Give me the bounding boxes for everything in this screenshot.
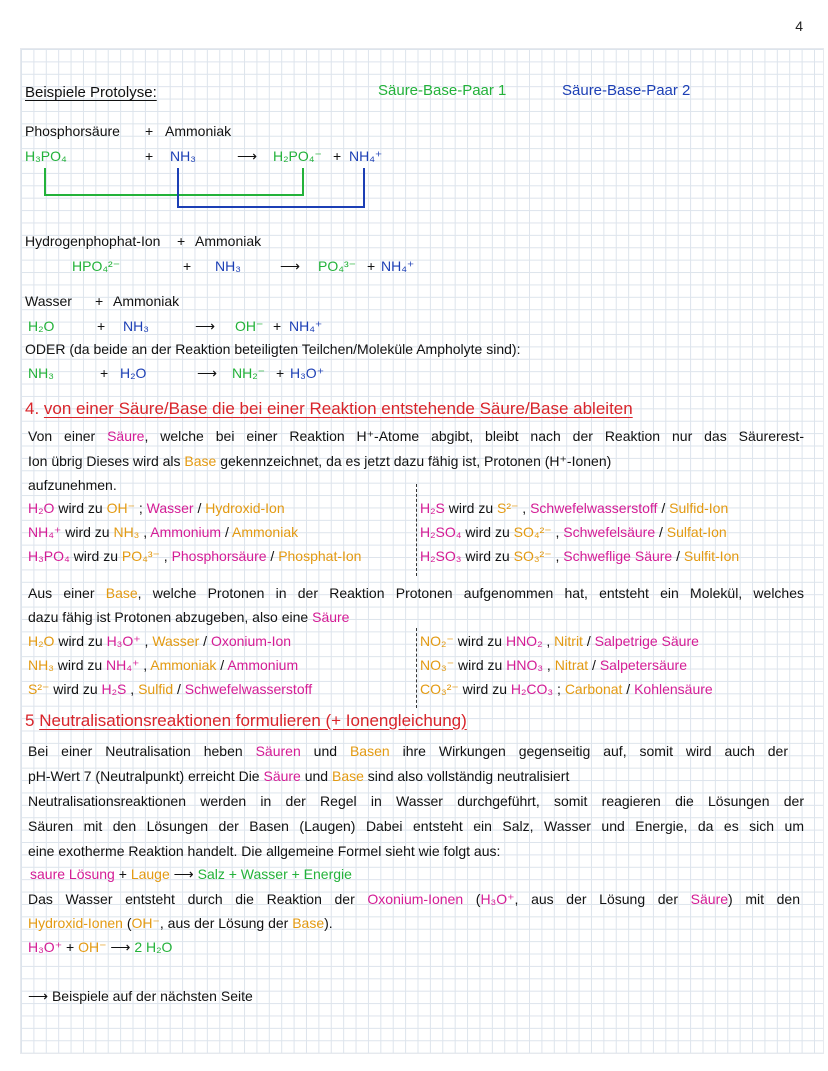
text-segment: Ammoniak	[231, 524, 299, 540]
reaction-2-equation	[72, 257, 472, 275]
paragraph-line	[28, 584, 804, 602]
text-segment: Base	[292, 915, 325, 931]
text-segment: NH₃	[113, 524, 140, 540]
text-segment: ,	[139, 524, 151, 540]
text-segment: wird zu	[53, 657, 107, 673]
arrow-icon: ⟶	[195, 318, 216, 334]
text-segment: Säure-Base-Paar 2	[562, 82, 691, 99]
text-segment: NH₃	[28, 365, 54, 381]
text-segment: Sulfid-Ion	[669, 500, 729, 516]
text-segment: ;	[553, 681, 565, 697]
paragraph-line	[28, 914, 333, 932]
text-segment: (	[463, 891, 481, 907]
text-segment: +	[97, 318, 106, 334]
section-5-heading	[25, 712, 467, 730]
paragraph-line	[28, 452, 611, 470]
text-segment: OH⁻	[106, 500, 135, 516]
text-segment: NH₄⁺	[106, 657, 140, 673]
text-segment: SO₃²⁻	[513, 548, 552, 564]
text-segment: Kohlensäure	[634, 681, 713, 697]
conversion-row	[28, 523, 298, 541]
text-segment: Base	[105, 585, 138, 601]
reaction-1-names	[25, 122, 425, 140]
reaction-3-equation	[28, 317, 428, 335]
text-segment: saure Lösung	[30, 866, 115, 882]
text-segment: Säure	[690, 891, 729, 907]
text-segment: NH₃	[215, 258, 241, 274]
text-segment: +	[276, 365, 285, 381]
text-segment: NH₃	[28, 657, 54, 673]
text-segment: Beispiele auf der nächsten Seite	[48, 988, 253, 1004]
text-segment: OH⁻	[131, 915, 160, 931]
text-segment: Schwefelsäure	[563, 524, 656, 540]
text-segment: H₃PO₄	[25, 148, 67, 164]
text-segment: wird zu	[453, 633, 506, 649]
text-segment: H₃O⁺	[28, 939, 63, 955]
text-segment: Säure	[263, 768, 301, 784]
text-segment: Hydroxid-Ionen	[28, 915, 123, 931]
paragraph-line	[28, 742, 788, 760]
text-segment: +	[367, 258, 376, 274]
text-segment: Wasser	[152, 633, 200, 649]
text-segment: S²⁻	[497, 500, 519, 516]
text-segment: sind also vollständig neutralisiert	[363, 768, 570, 784]
text-segment: /	[193, 500, 206, 516]
text-segment: Bei einer Neutralisation heben	[28, 743, 256, 759]
paragraph-line	[28, 792, 804, 810]
text-segment: 4.	[25, 399, 44, 418]
text-segment: ,	[543, 657, 555, 673]
text-segment: +	[114, 866, 131, 882]
text-segment: Hydroxid-Ion	[205, 500, 285, 516]
paragraph-line	[28, 427, 804, 445]
text-segment: /	[173, 681, 185, 697]
text-segment: PO₄³⁻	[121, 548, 160, 564]
text-segment: H₂O	[28, 500, 55, 516]
text-segment: NH₄⁺	[28, 524, 62, 540]
text-segment: , welche Protonen in der Reaktion Protonen aufgenommen hat, entsteht ein Molekül, welches	[137, 585, 804, 601]
conversion-row	[28, 632, 291, 650]
text-segment: ,	[139, 657, 151, 673]
text-segment: S²⁻	[28, 681, 50, 697]
text-segment: NH₄⁺	[349, 148, 383, 164]
text-segment: Beispiele Protolyse:	[25, 84, 157, 101]
text-segment: HNO₃	[506, 657, 544, 673]
text-segment: Säure	[107, 428, 145, 444]
text-segment: H₂SO₄	[420, 524, 462, 540]
next-page-note	[28, 987, 253, 1005]
section-title	[25, 84, 157, 102]
conversion-row	[420, 499, 728, 517]
reaction-1-equation	[25, 147, 425, 165]
text-segment: wird zu	[54, 500, 107, 516]
text-segment: 2 H₂O	[134, 939, 173, 955]
text-segment: NH₄⁺	[289, 318, 323, 334]
text-segment: NO₃⁻	[420, 657, 455, 673]
text-segment: /	[221, 524, 232, 540]
text-segment: ,	[551, 548, 564, 564]
section-4-heading	[25, 400, 633, 418]
text-segment: ,	[518, 500, 531, 516]
text-segment: H₃O⁺	[106, 633, 141, 649]
text-segment: Phosphorsäure	[25, 123, 120, 139]
text-segment: /	[655, 524, 667, 540]
text-segment: /	[216, 657, 228, 673]
text-segment: Oxonium-Ionen	[367, 891, 464, 907]
text-segment: wird zu	[69, 548, 122, 564]
text-segment: NO₂⁻	[420, 633, 454, 649]
text-segment: NH₂⁻	[232, 365, 266, 381]
text-segment: wird zu	[61, 524, 114, 540]
text-segment: wird zu	[461, 524, 514, 540]
acid-base-pair-2-bracket	[177, 168, 365, 208]
text-segment: ) mit den	[728, 891, 801, 907]
text-segment: /	[657, 500, 670, 516]
text-segment: Lauge	[130, 866, 170, 882]
text-segment: /	[672, 548, 684, 564]
text-segment: Säure-Base-Paar 1	[378, 82, 507, 99]
text-segment: /	[266, 548, 279, 564]
arrow-icon: ⟶	[237, 148, 258, 164]
text-segment: Sulfat-Ion	[666, 524, 727, 540]
text-segment: Salz + Wasser + Energie	[197, 866, 352, 882]
text-segment: eine exotherme Reaktion handelt. Die allgemeine Formel sieht wie folgt aus:	[28, 843, 501, 859]
arrow-icon: ⟶	[106, 939, 135, 955]
text-segment: Sulfit-Ion	[683, 548, 740, 564]
text-segment: H₃O⁺	[480, 891, 515, 907]
text-segment: +	[145, 123, 154, 139]
text-segment: und	[300, 768, 332, 784]
text-segment: Neutralisationsreaktionen formulieren (+ Ionengleichung)	[39, 711, 467, 730]
text-segment: Carbonat	[564, 681, 623, 697]
text-segment: , welche bei einer Reaktion H⁺-Atome abgibt, bleibt nach der Reaktion nur das Säurerest-	[144, 428, 804, 444]
reaction-4-equation	[28, 364, 428, 382]
text-segment: OH⁻	[235, 318, 264, 334]
text-segment: ,	[126, 681, 139, 697]
text-segment: Ammoniak	[150, 657, 217, 673]
text-segment: /	[588, 657, 600, 673]
text-segment: wird zu	[454, 657, 507, 673]
text-segment: /	[199, 633, 211, 649]
text-segment: Ammoniak	[165, 123, 232, 139]
conversion-row	[420, 523, 727, 541]
text-segment: H₂SO₃	[420, 548, 462, 564]
table-divider-1	[416, 484, 417, 576]
text-segment: Hydrogenphophat-Ion	[25, 233, 161, 249]
text-segment: aufzunehmen.	[28, 477, 117, 493]
text-segment: +	[95, 293, 104, 309]
text-segment: Ammonium	[150, 524, 222, 540]
text-segment: H₃O⁺	[290, 365, 325, 381]
text-segment: Schwefelwasserstoff	[530, 500, 658, 516]
text-segment: Phosphat-Ion	[278, 548, 362, 564]
ion-equation	[28, 938, 172, 956]
paragraph-line	[28, 817, 804, 835]
text-segment: +	[62, 939, 79, 955]
text-segment: ,	[140, 633, 153, 649]
text-segment: , aus der Lösung der	[159, 915, 293, 931]
paragraph-line	[28, 767, 569, 785]
text-segment: Nitrat	[554, 657, 589, 673]
general-formula	[30, 865, 352, 883]
text-segment: Säure	[312, 609, 350, 625]
text-segment: , aus der Lösung der	[514, 891, 691, 907]
text-segment: Basen	[349, 743, 390, 759]
text-segment: dazu fähig ist Protonen abzugeben, also eine	[28, 609, 313, 625]
text-segment: H₂O	[28, 318, 55, 334]
text-segment: Schwefelwasserstoff	[184, 681, 313, 697]
text-segment: H₂O	[120, 365, 147, 381]
table-divider-2	[416, 628, 417, 708]
text-segment: Aus einer	[28, 585, 106, 601]
arrow-icon: ⟶	[169, 866, 198, 882]
text-segment: Ammonium	[227, 657, 299, 673]
text-segment: wird zu	[458, 681, 511, 697]
text-segment: H₂CO₃	[510, 681, 554, 697]
text-segment: +	[333, 148, 342, 164]
text-segment: ihre Wirkungen gegenseitig auf, somit wird auch der	[389, 743, 788, 759]
text-segment: von einer Säure/Base die bei einer Reaktion entstehende Säure/Base ableiten	[43, 399, 633, 418]
ampholyte-note	[25, 340, 520, 358]
text-segment: ,	[542, 633, 555, 649]
conversion-row	[28, 656, 298, 674]
paragraph-line	[28, 608, 349, 626]
paragraph-line	[28, 476, 117, 494]
text-segment: ).	[324, 915, 333, 931]
text-segment: Nitrit	[554, 633, 583, 649]
text-segment: Ammoniak	[113, 293, 180, 309]
reaction-2-names	[25, 232, 425, 250]
text-segment: Das Wasser entsteht durch die Reaktion der	[28, 891, 368, 907]
text-segment: wird zu	[49, 681, 102, 697]
text-segment: wird zu	[54, 633, 107, 649]
text-segment: Ion übrig Dieses wird als	[28, 453, 185, 469]
text-segment: +	[177, 233, 186, 249]
legend-pair-1	[378, 82, 506, 100]
page-number: 4	[795, 18, 803, 34]
text-segment: 5	[25, 711, 40, 730]
text-segment: HNO₂	[505, 633, 543, 649]
text-segment: Schweflige Säure	[563, 548, 673, 564]
text-segment: CO₃²⁻	[420, 681, 459, 697]
text-segment: NH₃	[170, 148, 196, 164]
text-segment: Phosphorsäure	[171, 548, 267, 564]
text-segment: HPO₄²⁻	[72, 258, 121, 274]
text-segment: NH₄⁺	[381, 258, 415, 274]
reaction-3-names	[25, 292, 425, 310]
arrow-icon: ⟶	[197, 365, 218, 381]
text-segment: Sulfid	[138, 681, 174, 697]
text-segment: H₂S	[420, 500, 445, 516]
text-segment: Base	[331, 768, 364, 784]
text-segment: OH⁻	[78, 939, 107, 955]
text-segment: +	[273, 318, 282, 334]
arrow-icon: ⟶	[280, 258, 301, 274]
text-segment: ,	[159, 548, 172, 564]
text-segment: Salpetrige Säure	[594, 633, 699, 649]
conversion-row	[420, 680, 713, 698]
text-segment: ;	[134, 500, 147, 516]
text-segment: Neutralisationsreaktionen werden in der Regel in Wasser durchgeführt, somit reagieren die Lösungen der	[28, 793, 804, 809]
text-segment: Base	[184, 453, 217, 469]
text-segment: pH-Wert 7 (Neutralpunkt) erreicht Die	[28, 768, 264, 784]
text-segment: Ammoniak	[195, 233, 262, 249]
text-segment: Wasser	[146, 500, 194, 516]
text-segment: /	[582, 633, 595, 649]
text-segment: und	[300, 743, 350, 759]
text-segment: /	[622, 681, 635, 697]
text-segment: H₃PO₄	[28, 548, 70, 564]
text-segment: ,	[551, 524, 564, 540]
conversion-row	[28, 499, 285, 517]
text-segment: Salpetersäure	[599, 657, 687, 673]
text-segment: H₂PO₄⁻	[273, 148, 322, 164]
text-segment: +	[145, 148, 154, 164]
text-segment: NH₃	[123, 318, 149, 334]
text-segment: Von einer	[28, 428, 108, 444]
text-segment: +	[183, 258, 192, 274]
text-segment: wird zu	[461, 548, 514, 564]
text-segment: +	[100, 365, 109, 381]
text-segment: H₂S	[101, 681, 127, 697]
text-segment: Oxonium-Ion	[210, 633, 292, 649]
legend-pair-2	[562, 82, 690, 100]
conversion-row	[28, 547, 361, 565]
arrow-icon: ⟶	[28, 988, 49, 1004]
conversion-row	[28, 680, 312, 698]
text-segment: wird zu	[444, 500, 498, 516]
text-segment: Säuren mit den Lösungen der Basen (Laugen) Dabei entsteht ein Salz, Wasser und Energie, da es sich um	[28, 818, 804, 834]
text-segment: PO₄³⁻	[318, 258, 356, 274]
text-segment: Wasser	[25, 293, 72, 309]
text-segment: ODER (da beide an der Reaktion beteiligten Teilchen/Moleküle Ampholyte sind):	[25, 341, 521, 357]
text-segment: (	[122, 915, 132, 931]
conversion-row	[420, 632, 699, 650]
text-segment: SO₄²⁻	[513, 524, 552, 540]
text-segment: H₂O	[28, 633, 55, 649]
conversion-row	[420, 547, 739, 565]
paragraph-line	[28, 890, 800, 908]
text-segment: Säuren	[255, 743, 301, 759]
paragraph-line	[28, 842, 500, 860]
conversion-row	[420, 656, 687, 674]
text-segment: gekennzeichnet, da es jetzt dazu fähig ist, Protonen (H⁺-Ionen)	[216, 453, 612, 469]
